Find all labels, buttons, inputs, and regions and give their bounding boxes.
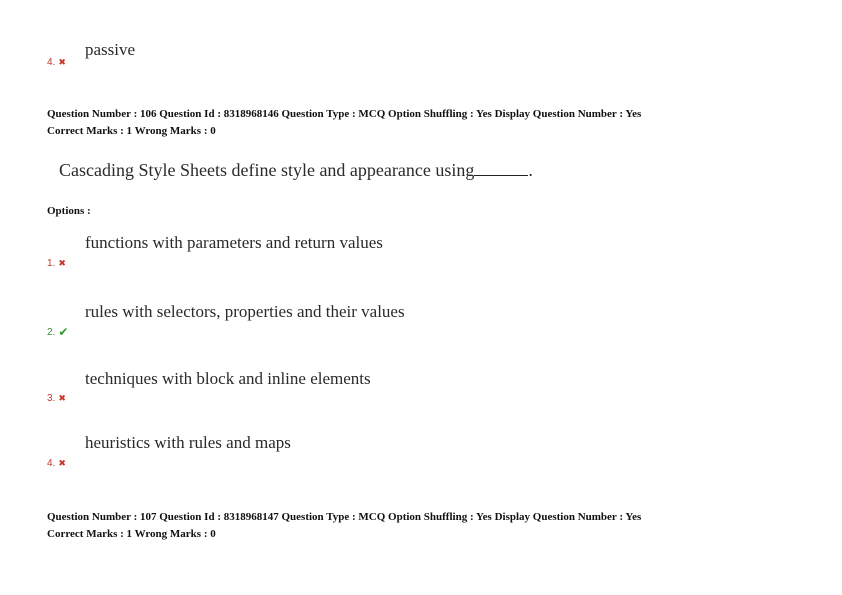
question-end: . — [528, 160, 533, 180]
option-marker — [47, 57, 66, 68]
question-stem: Cascading Style Sheets define style and appearance using — [59, 160, 475, 180]
options-label: Options : — [47, 205, 91, 217]
cross-mark-icon: ✖ — [58, 57, 66, 67]
option-text: rules with selectors, properties and their values — [85, 302, 405, 321]
check-mark-icon: ✔ — [58, 325, 69, 339]
option-text: functions with parameters and return values — [85, 233, 383, 252]
option-marker — [47, 458, 66, 469]
question-text — [59, 160, 533, 181]
option-marker — [47, 258, 66, 269]
option-marker — [47, 325, 68, 339]
option-marker — [47, 393, 66, 404]
cross-mark-icon: ✖ — [58, 258, 66, 268]
option-number: 1. — [47, 258, 56, 269]
option-text: heuristics with rules and maps — [85, 433, 291, 452]
option-text: techniques with block and inline elements — [85, 369, 371, 388]
cross-mark-icon: ✖ — [58, 393, 66, 403]
option-text: passive — [85, 40, 136, 59]
next-question-meta-line1: Question Number : 107 Question Id : 8318968147 Question Type : MCQ Option Shuffling : Yes Display Question Number : Yes — [47, 511, 642, 523]
option-number: 3. — [47, 393, 56, 404]
question-meta-line1: Question Number : 106 Question Id : 8318968146 Question Type : MCQ Option Shuffling : Yes Display Question Number : Yes — [47, 108, 642, 120]
cross-mark-icon: ✖ — [58, 458, 66, 468]
option-number: 2. — [47, 326, 56, 338]
next-question-meta-line2: Correct Marks : 1 Wrong Marks : 0 — [47, 528, 216, 540]
question-meta-line2: Correct Marks : 1 Wrong Marks : 0 — [47, 125, 216, 137]
option-number: 4. — [47, 57, 56, 68]
answer-blank — [474, 161, 528, 176]
option-number: 4. — [47, 458, 56, 469]
